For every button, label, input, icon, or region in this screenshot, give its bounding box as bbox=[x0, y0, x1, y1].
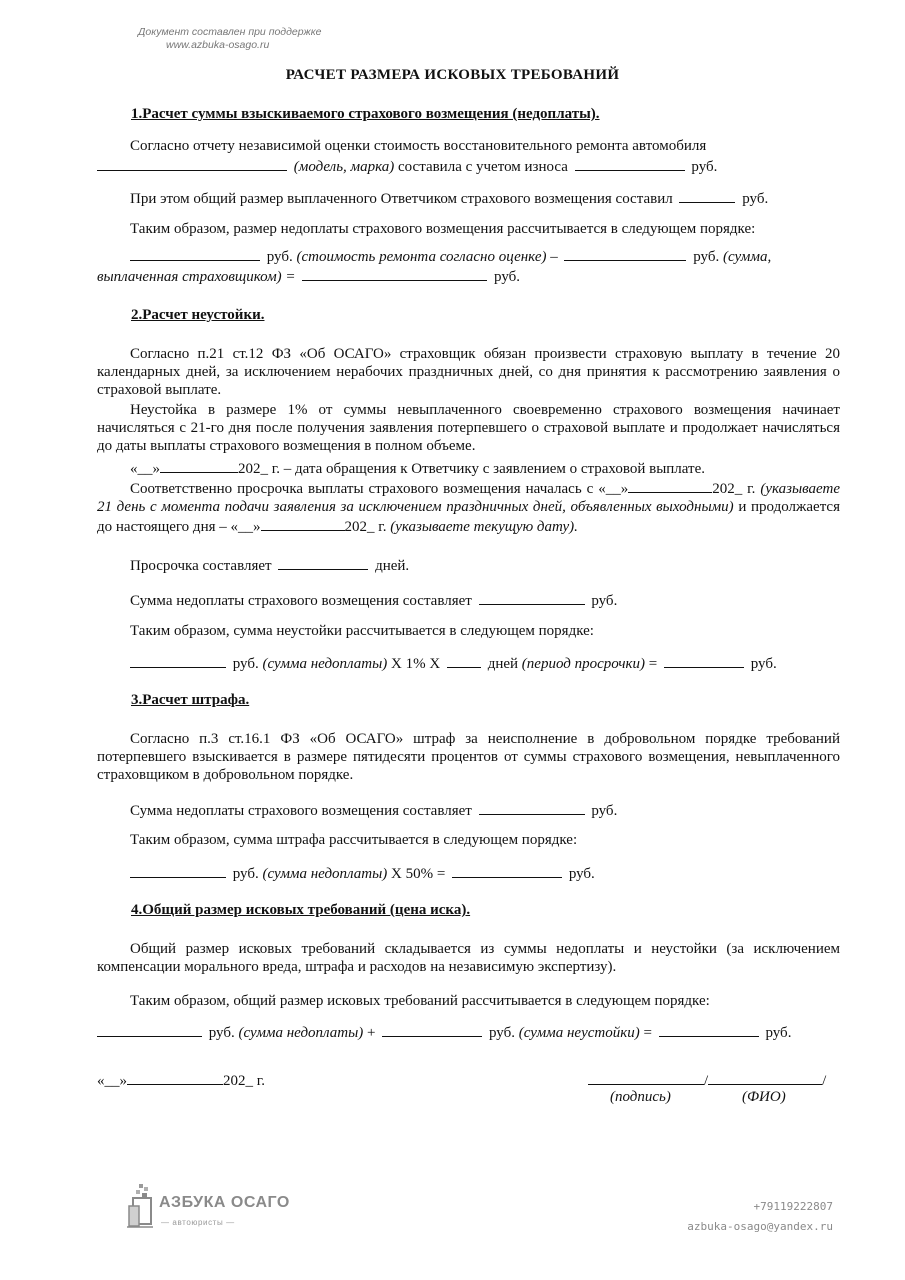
header-note-url: www.azbuka-osago.ru bbox=[166, 39, 270, 51]
section-4-heading: 4.Общий размер исковых требований (цена иска). bbox=[131, 902, 471, 918]
s2-underpayment: Сумма недоплаты страхового возмещения составляет руб. bbox=[130, 590, 617, 610]
s1-paragraph-2: При этом общий размер выплаченного Ответчиком страхового возмещения составил руб. bbox=[130, 188, 768, 208]
logo-text: АЗБУКА ОСАГО bbox=[159, 1194, 290, 1211]
header-note bbox=[138, 26, 322, 52]
s1-paragraph-1: Согласно отчету независимой оценки стоимость восстановительного ремонта автомобиля bbox=[130, 138, 707, 154]
s2-application-date: «__» 202_ г. – дата обращения к Ответчику с заявлением о страховой выплате. bbox=[130, 458, 705, 478]
logo-subtitle: — автоюристы — bbox=[161, 1218, 235, 1227]
s4-calc-intro: Таким образом, общий размер исковых требований рассчитывается в следующем порядке: bbox=[130, 993, 710, 1009]
s4-formula: руб. (сумма недоплаты) + руб. (сумма неустойки) = руб. bbox=[97, 1022, 791, 1042]
blank-underpayment[interactable] bbox=[302, 266, 487, 281]
footer-phone: +79119222807 bbox=[753, 1200, 833, 1213]
s3-formula: руб. (сумма недоплаты) Х 50% = руб. bbox=[130, 863, 595, 883]
section-3-heading: 3.Расчет штрафа. bbox=[131, 692, 250, 708]
blank-total-claim[interactable] bbox=[659, 1022, 759, 1037]
section-2-heading: 2.Расчет неустойки. bbox=[131, 307, 265, 323]
s3-underpayment: Сумма недоплаты страхового возмещения составляет руб. bbox=[130, 800, 617, 820]
blank-s2-base[interactable] bbox=[130, 653, 226, 668]
footer-logo bbox=[125, 1180, 290, 1234]
logo-icon bbox=[125, 1184, 155, 1230]
s2-paragraph-1: Согласно п.21 ст.12 ФЗ «Об ОСАГО» страховщик обязан произвести страховую выплату в течение 20 календарных дней, за исключением нерабочих праздничных дней, со дня принятия к рассмотрению заявления о страховой выплате. bbox=[97, 346, 840, 398]
blank-s4-penalty[interactable] bbox=[382, 1022, 482, 1037]
document-title: РАСЧЕТ РАЗМЕРА ИСКОВЫХ ТРЕБОВАНИЙ bbox=[285, 67, 620, 83]
blank-current-date[interactable] bbox=[261, 516, 345, 531]
blank-paid-amount[interactable] bbox=[679, 188, 735, 203]
blank-repair-cost[interactable] bbox=[575, 156, 685, 171]
blank-delay-days[interactable] bbox=[278, 555, 368, 570]
blank-application-date[interactable] bbox=[160, 458, 238, 473]
section-1-heading: 1.Расчет суммы взыскиваемого страхового возмещения (недоплаты). bbox=[131, 106, 600, 122]
s3-calc-intro: Таким образом, сумма штрафа рассчитывается в следующем порядке: bbox=[130, 832, 578, 848]
header-note-line1: Документ составлен при поддержке bbox=[138, 26, 322, 38]
s4-paragraph-1: Общий размер исковых требований складывается из суммы недоплаты и неустойки (за исключением компенсации морального вреда, штрафа и расходов на независимую экспертизу). bbox=[97, 941, 840, 975]
blank-s3-base[interactable] bbox=[130, 863, 226, 878]
blank-fine[interactable] bbox=[452, 863, 562, 878]
blank-s4-underpayment[interactable] bbox=[97, 1022, 202, 1037]
s1-paragraph-1-cont: (модель, марка) составила с учетом износа руб. bbox=[97, 156, 840, 176]
s1-paragraph-3: Таким образом, размер недоплаты страхового возмещения рассчитывается в следующем порядке: bbox=[130, 221, 756, 237]
blank-full-name[interactable] bbox=[708, 1070, 822, 1085]
s2-paragraph-4: Соответственно просрочка выплаты страхового возмещения началась с «__» 202_ г. (указываете 21 день с момента подачи заявления за исключением праздничных дней, объявленных выходными) и продолжается до настоящего дня – «__» 202_ г. (указываете текущую дату). bbox=[97, 478, 840, 536]
blank-s2-underpayment[interactable] bbox=[479, 590, 585, 605]
blank-insurer-paid[interactable] bbox=[564, 246, 686, 261]
s1-formula-cont: выплаченная страховщиком) = руб. bbox=[97, 266, 840, 286]
blank-signature-date[interactable] bbox=[127, 1070, 223, 1085]
signature-lines: / / bbox=[588, 1070, 826, 1090]
blank-delay-start[interactable] bbox=[628, 478, 712, 493]
blank-s3-underpayment[interactable] bbox=[479, 800, 585, 815]
full-name-label: (ФИО) bbox=[742, 1089, 786, 1105]
blank-penalty[interactable] bbox=[664, 653, 744, 668]
s2-delay: Просрочка составляет дней. bbox=[130, 555, 409, 575]
s1-formula: руб. (стоимость ремонта согласно оценке) – руб. (сумма, bbox=[97, 246, 840, 266]
blank-repair-estimate[interactable] bbox=[130, 246, 260, 261]
blank-signature[interactable] bbox=[588, 1070, 704, 1085]
s3-paragraph-1: Согласно п.3 ст.16.1 ФЗ «Об ОСАГО» штраф за неисполнение в добровольном порядке требований потерпевшего взыскивается в размере пятидесяти процентов от суммы страхового возмещения, невыплаченного страховщиком в добровольном порядке. bbox=[97, 731, 840, 783]
footer-email: azbuka-osago@yandex.ru bbox=[687, 1220, 833, 1233]
blank-s2-days[interactable] bbox=[447, 653, 481, 668]
blank-model[interactable] bbox=[97, 156, 287, 171]
signature-date: «__» 202_ г. bbox=[97, 1070, 265, 1090]
signature-label: (подпись) bbox=[610, 1089, 671, 1105]
s2-calc-intro: Таким образом, сумма неустойки рассчитывается в следующем порядке: bbox=[130, 623, 594, 639]
s2-paragraph-2: Неустойка в размере 1% от суммы невыплаченного своевременно страхового возмещения начинает начисляться с 21-го дня после получения заявления потерпевшего о страховой выплате и продолжает начисляться до даты выплаты страхового возмещения в полном объеме. bbox=[97, 402, 840, 454]
s2-formula: руб. (сумма недоплаты) Х 1% Х дней (период просрочки) = руб. bbox=[130, 653, 777, 673]
